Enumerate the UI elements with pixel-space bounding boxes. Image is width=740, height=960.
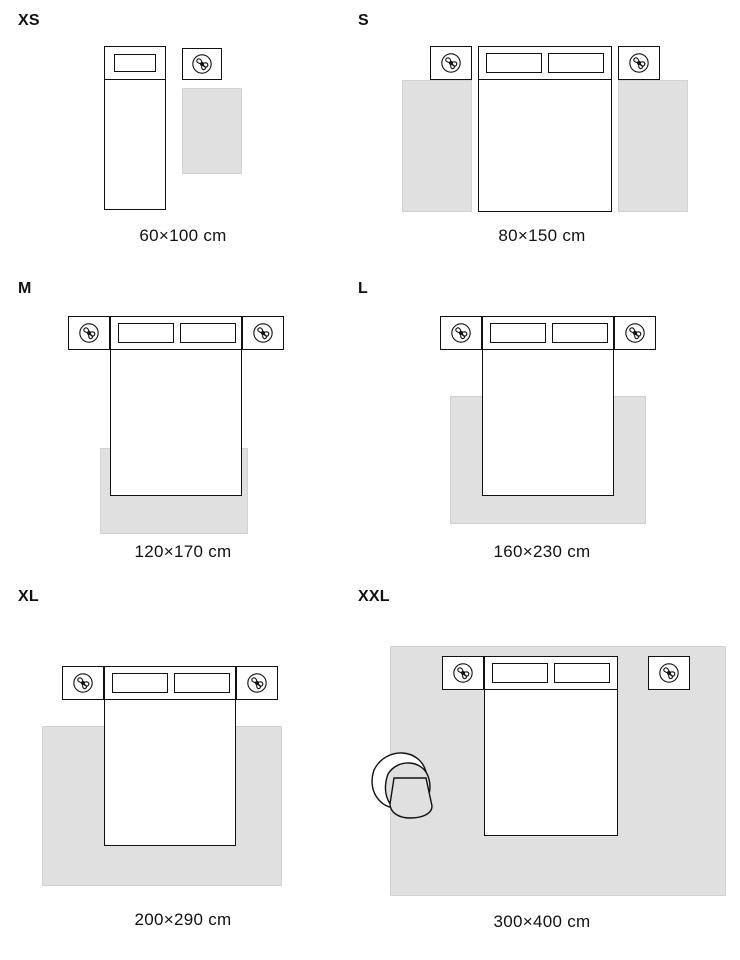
pillow-shape-left bbox=[490, 323, 546, 343]
nightstand-right bbox=[182, 48, 222, 80]
pillow-shape-right bbox=[180, 323, 236, 343]
size-label-xl: XL bbox=[18, 588, 39, 605]
lamp-icon bbox=[450, 322, 472, 344]
bed-shape bbox=[110, 348, 242, 496]
size-cell-m bbox=[18, 280, 348, 580]
lamp-icon bbox=[78, 322, 100, 344]
lamp-icon bbox=[72, 672, 94, 694]
nightstand-right bbox=[236, 666, 278, 700]
pillow-shape-left bbox=[118, 323, 174, 343]
rug-shape bbox=[182, 88, 242, 174]
nightstand-left bbox=[430, 46, 472, 80]
nightstand-right bbox=[648, 656, 690, 690]
nightstand-right bbox=[618, 46, 660, 80]
lamp-icon bbox=[252, 322, 274, 344]
dimensions-label-xl: 200×290 cm bbox=[134, 910, 232, 929]
size-label-xxl: XXL bbox=[358, 588, 390, 605]
bed-shape bbox=[104, 698, 236, 846]
diagram-l bbox=[358, 296, 726, 536]
dimensions-label-l: 160×230 cm bbox=[493, 542, 591, 561]
bed-shape bbox=[484, 688, 618, 836]
size-label-s: S bbox=[358, 12, 369, 29]
bed-shape bbox=[482, 348, 614, 496]
nightstand-left bbox=[68, 316, 110, 350]
pillow-shape-left bbox=[486, 53, 542, 73]
diagram-s bbox=[358, 26, 726, 206]
diagram-xxl bbox=[358, 630, 726, 910]
nightstand-right bbox=[614, 316, 656, 350]
diagram-xl bbox=[18, 646, 348, 906]
armchair-icon bbox=[364, 740, 456, 830]
lamp-icon bbox=[452, 662, 474, 684]
lamp-icon bbox=[624, 322, 646, 344]
bed-shape bbox=[104, 78, 166, 210]
size-label-m: M bbox=[18, 280, 32, 297]
dimensions-label-s: 80×150 cm bbox=[498, 226, 586, 245]
nightstand-left bbox=[62, 666, 104, 700]
lamp-icon bbox=[440, 52, 462, 74]
nightstand-right bbox=[242, 316, 284, 350]
size-cell-xl bbox=[18, 588, 348, 948]
pillow-shape-right bbox=[548, 53, 604, 73]
size-label-xs: XS bbox=[18, 12, 40, 29]
pillow-shape-left bbox=[492, 663, 548, 683]
lamp-icon bbox=[658, 662, 680, 684]
lamp-icon bbox=[191, 53, 213, 75]
size-cell-l bbox=[358, 280, 726, 580]
dimensions-label-xs: 60×100 cm bbox=[139, 226, 227, 245]
diagram-xs bbox=[18, 26, 348, 206]
rug-shape-right bbox=[618, 80, 688, 212]
pillow-shape bbox=[114, 54, 156, 72]
rug-shape-left bbox=[402, 80, 472, 212]
pillow-shape-right bbox=[552, 323, 608, 343]
lamp-icon bbox=[246, 672, 268, 694]
size-cell-xs bbox=[18, 12, 348, 262]
size-cell-s bbox=[358, 12, 726, 262]
dimensions-label-m: 120×170 cm bbox=[134, 542, 232, 561]
nightstand-left bbox=[442, 656, 484, 690]
armchair-shape bbox=[364, 740, 456, 830]
pillow-shape-left bbox=[112, 673, 168, 693]
diagram-m bbox=[18, 296, 348, 536]
nightstand-left bbox=[440, 316, 482, 350]
size-label-l: L bbox=[358, 280, 368, 297]
pillow-shape-right bbox=[174, 673, 230, 693]
pillow-shape-right bbox=[554, 663, 610, 683]
bed-shape bbox=[478, 78, 612, 212]
dimensions-label-xxl: 300×400 cm bbox=[493, 912, 591, 931]
size-cell-xxl bbox=[358, 588, 726, 948]
lamp-icon bbox=[628, 52, 650, 74]
